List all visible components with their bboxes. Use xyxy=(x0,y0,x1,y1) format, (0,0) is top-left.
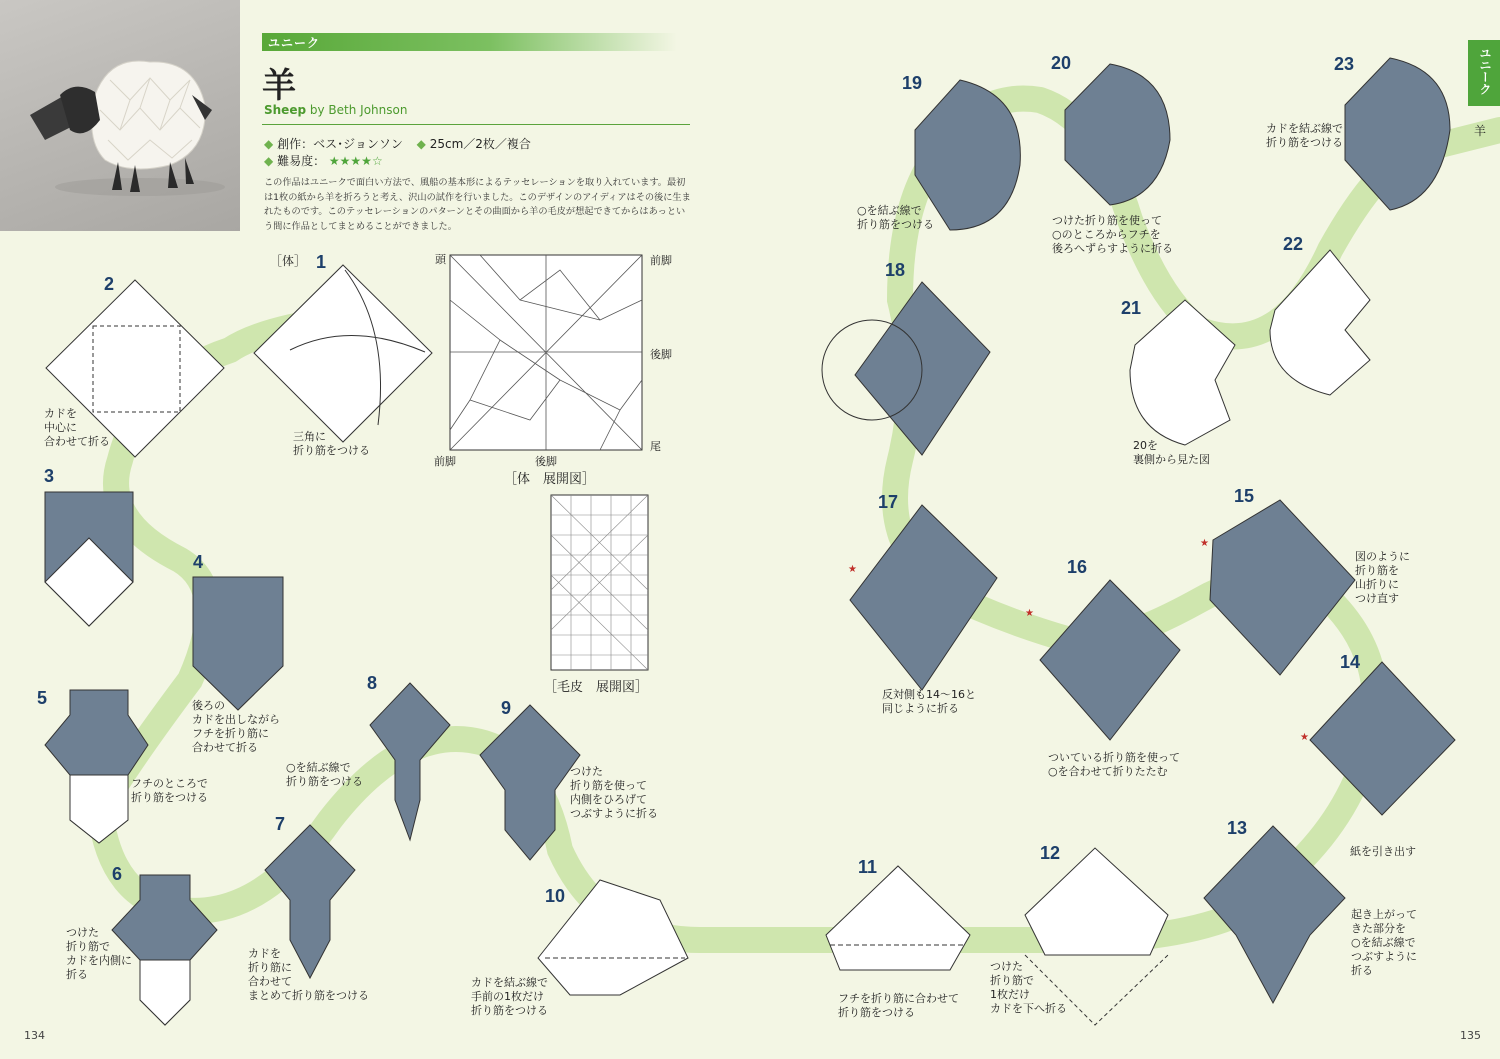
fur-cp-caption: ［毛皮 展開図］ xyxy=(544,680,649,695)
step-number: 6 xyxy=(112,864,123,884)
diagram-step-15 xyxy=(1210,500,1355,675)
step-instruction: つけた 折り筋を使って 内側をひろげて つぶすように折る xyxy=(570,765,658,820)
svg-text:★: ★ xyxy=(1300,732,1309,743)
diamond-icon: ◆ xyxy=(264,137,274,151)
step-instruction: カドを結ぶ線で 手前の1枚だけ 折り筋をつける xyxy=(471,976,548,1017)
step-instruction: つけた 折り筋で 1枚だけ カドを下へ折る xyxy=(990,960,1067,1015)
page-number-right: 135 xyxy=(1460,1029,1481,1042)
step-number: 4 xyxy=(193,552,204,572)
category-label: ユニーク xyxy=(268,36,321,50)
difficulty-stars: ★★★★☆ xyxy=(328,154,383,168)
step-number: 7 xyxy=(275,814,286,834)
diagram-step-4 xyxy=(193,577,283,710)
diagram-step-17 xyxy=(850,505,997,690)
step-instruction: 紙を引き出す xyxy=(1350,845,1416,858)
subtitle-name: Sheep xyxy=(264,103,307,117)
side-tab-label: ユニーク xyxy=(1478,47,1492,95)
cp-label-back-leg-bottom: 後脚 xyxy=(535,455,557,468)
step-instruction: フチのところで 折り筋をつける xyxy=(131,777,208,804)
cp-label-tail: 尾 xyxy=(650,440,661,453)
step-number: 21 xyxy=(1121,298,1142,318)
step-instruction: ○を結ぶ線で 折り筋をつける xyxy=(857,204,934,231)
side-category-tab xyxy=(1468,40,1500,106)
step-number: 17 xyxy=(878,492,899,512)
step-number: 11 xyxy=(858,857,878,877)
svg-text:★: ★ xyxy=(1025,608,1034,619)
side-title: 羊 xyxy=(1474,124,1487,138)
step-instruction: カドを 中心に 合わせて折る xyxy=(44,407,110,448)
svg-text:★: ★ xyxy=(1200,538,1209,549)
step-instruction: 反対側も14～16と 同じように折る xyxy=(882,688,976,715)
step-instruction: 図のように 折り筋を 山折りに つけ直す xyxy=(1355,550,1410,605)
step-instruction: 後ろの カドを出しながら フチを折り筋に 合わせて折る xyxy=(192,699,280,754)
diagram-step-16 xyxy=(1040,580,1180,740)
step-instruction: ○を結ぶ線で 折り筋をつける xyxy=(286,761,363,788)
diamond-icon: ◆ xyxy=(264,154,274,168)
step-number: 3 xyxy=(44,466,55,486)
step-instruction: カドを結ぶ線で 折り筋をつける xyxy=(1266,122,1343,149)
subtitle-by: by Beth Johnson xyxy=(309,103,408,117)
step-instruction: カドを 折り筋に 合わせて まとめて折り筋をつける xyxy=(248,947,369,1002)
step-instruction: つけた 折り筋で カドを内側に 折る xyxy=(66,926,132,981)
step-number: 8 xyxy=(367,673,378,693)
step-number: 12 xyxy=(1040,843,1061,863)
step-number: 14 xyxy=(1340,652,1361,672)
step-instruction: フチを折り筋に合わせて 折り筋をつける xyxy=(838,992,959,1019)
difficulty-label: 難易度： xyxy=(277,154,326,168)
step-number: 16 xyxy=(1067,557,1088,577)
step-number: 9 xyxy=(501,698,512,718)
step-instruction: 20を 裏側から見た図 xyxy=(1133,439,1210,466)
page-title: 羊 xyxy=(262,66,296,106)
step-instruction: 起き上がって きた部分を ○を結ぶ線で つぶすように 折る xyxy=(1351,908,1417,977)
diagram-step-18 xyxy=(855,282,990,455)
description: この作品はユニークで面白い方法で、風船の基本形によるテッセレーションを取り入れています。最初は1枚の紙から羊を折ろうと考え、沢山の試作を行いました。このデザインのアイディアはその後に生まれたものです。このテッセレーションのパターンとその曲面から羊の毛皮が想起できてからはあっという間に作品としてまとめることができました。 xyxy=(264,177,691,232)
step-instruction: ついている折り筋を使って ○を合わせて折りたたむ xyxy=(1048,751,1180,778)
step-number: 19 xyxy=(902,73,923,93)
step-number: 15 xyxy=(1234,486,1255,506)
step-instruction: 三角に 折り筋をつける xyxy=(293,430,370,457)
page-number-left: 134 xyxy=(24,1029,45,1042)
body-cp-caption: ［体 展開図］ xyxy=(504,472,596,487)
step-number: 1 xyxy=(316,252,327,272)
diagram-step-20 xyxy=(1065,64,1170,205)
step-number: 20 xyxy=(1051,53,1072,73)
step-number: 5 xyxy=(37,688,48,708)
cp-label-head: 頭 xyxy=(435,253,446,266)
cp-label-front-leg-top: 前脚 xyxy=(650,254,672,267)
diagram-step-12 xyxy=(1025,848,1168,955)
diamond-icon: ◆ xyxy=(416,137,426,151)
step-number: 22 xyxy=(1283,234,1304,254)
step-number: 18 xyxy=(885,260,906,280)
cp-label-front-leg-bottom: 前脚 xyxy=(434,455,456,468)
cp-label-back-leg-right: 後脚 xyxy=(650,348,672,361)
step-instruction: つけた折り筋を使って ○のところからフチを 後ろへずらすように折る xyxy=(1052,214,1173,255)
diagram-step-1 xyxy=(254,265,432,442)
body-bracket-label: ［体］ xyxy=(270,254,307,268)
step-number: 10 xyxy=(545,886,566,906)
paper-size: 25cm／2枚／複合 xyxy=(429,137,531,151)
step-number: 23 xyxy=(1334,54,1355,74)
svg-text:★: ★ xyxy=(848,564,857,575)
diagram-step-11 xyxy=(826,866,970,970)
diagram-step-22 xyxy=(1270,250,1370,395)
diagram-step-21 xyxy=(1130,300,1235,445)
step-number: 13 xyxy=(1227,818,1248,838)
diagram-step-14 xyxy=(1310,662,1455,815)
step-number: 2 xyxy=(104,274,115,294)
author-label: 創作：ベス･ジョンソン xyxy=(277,137,403,151)
